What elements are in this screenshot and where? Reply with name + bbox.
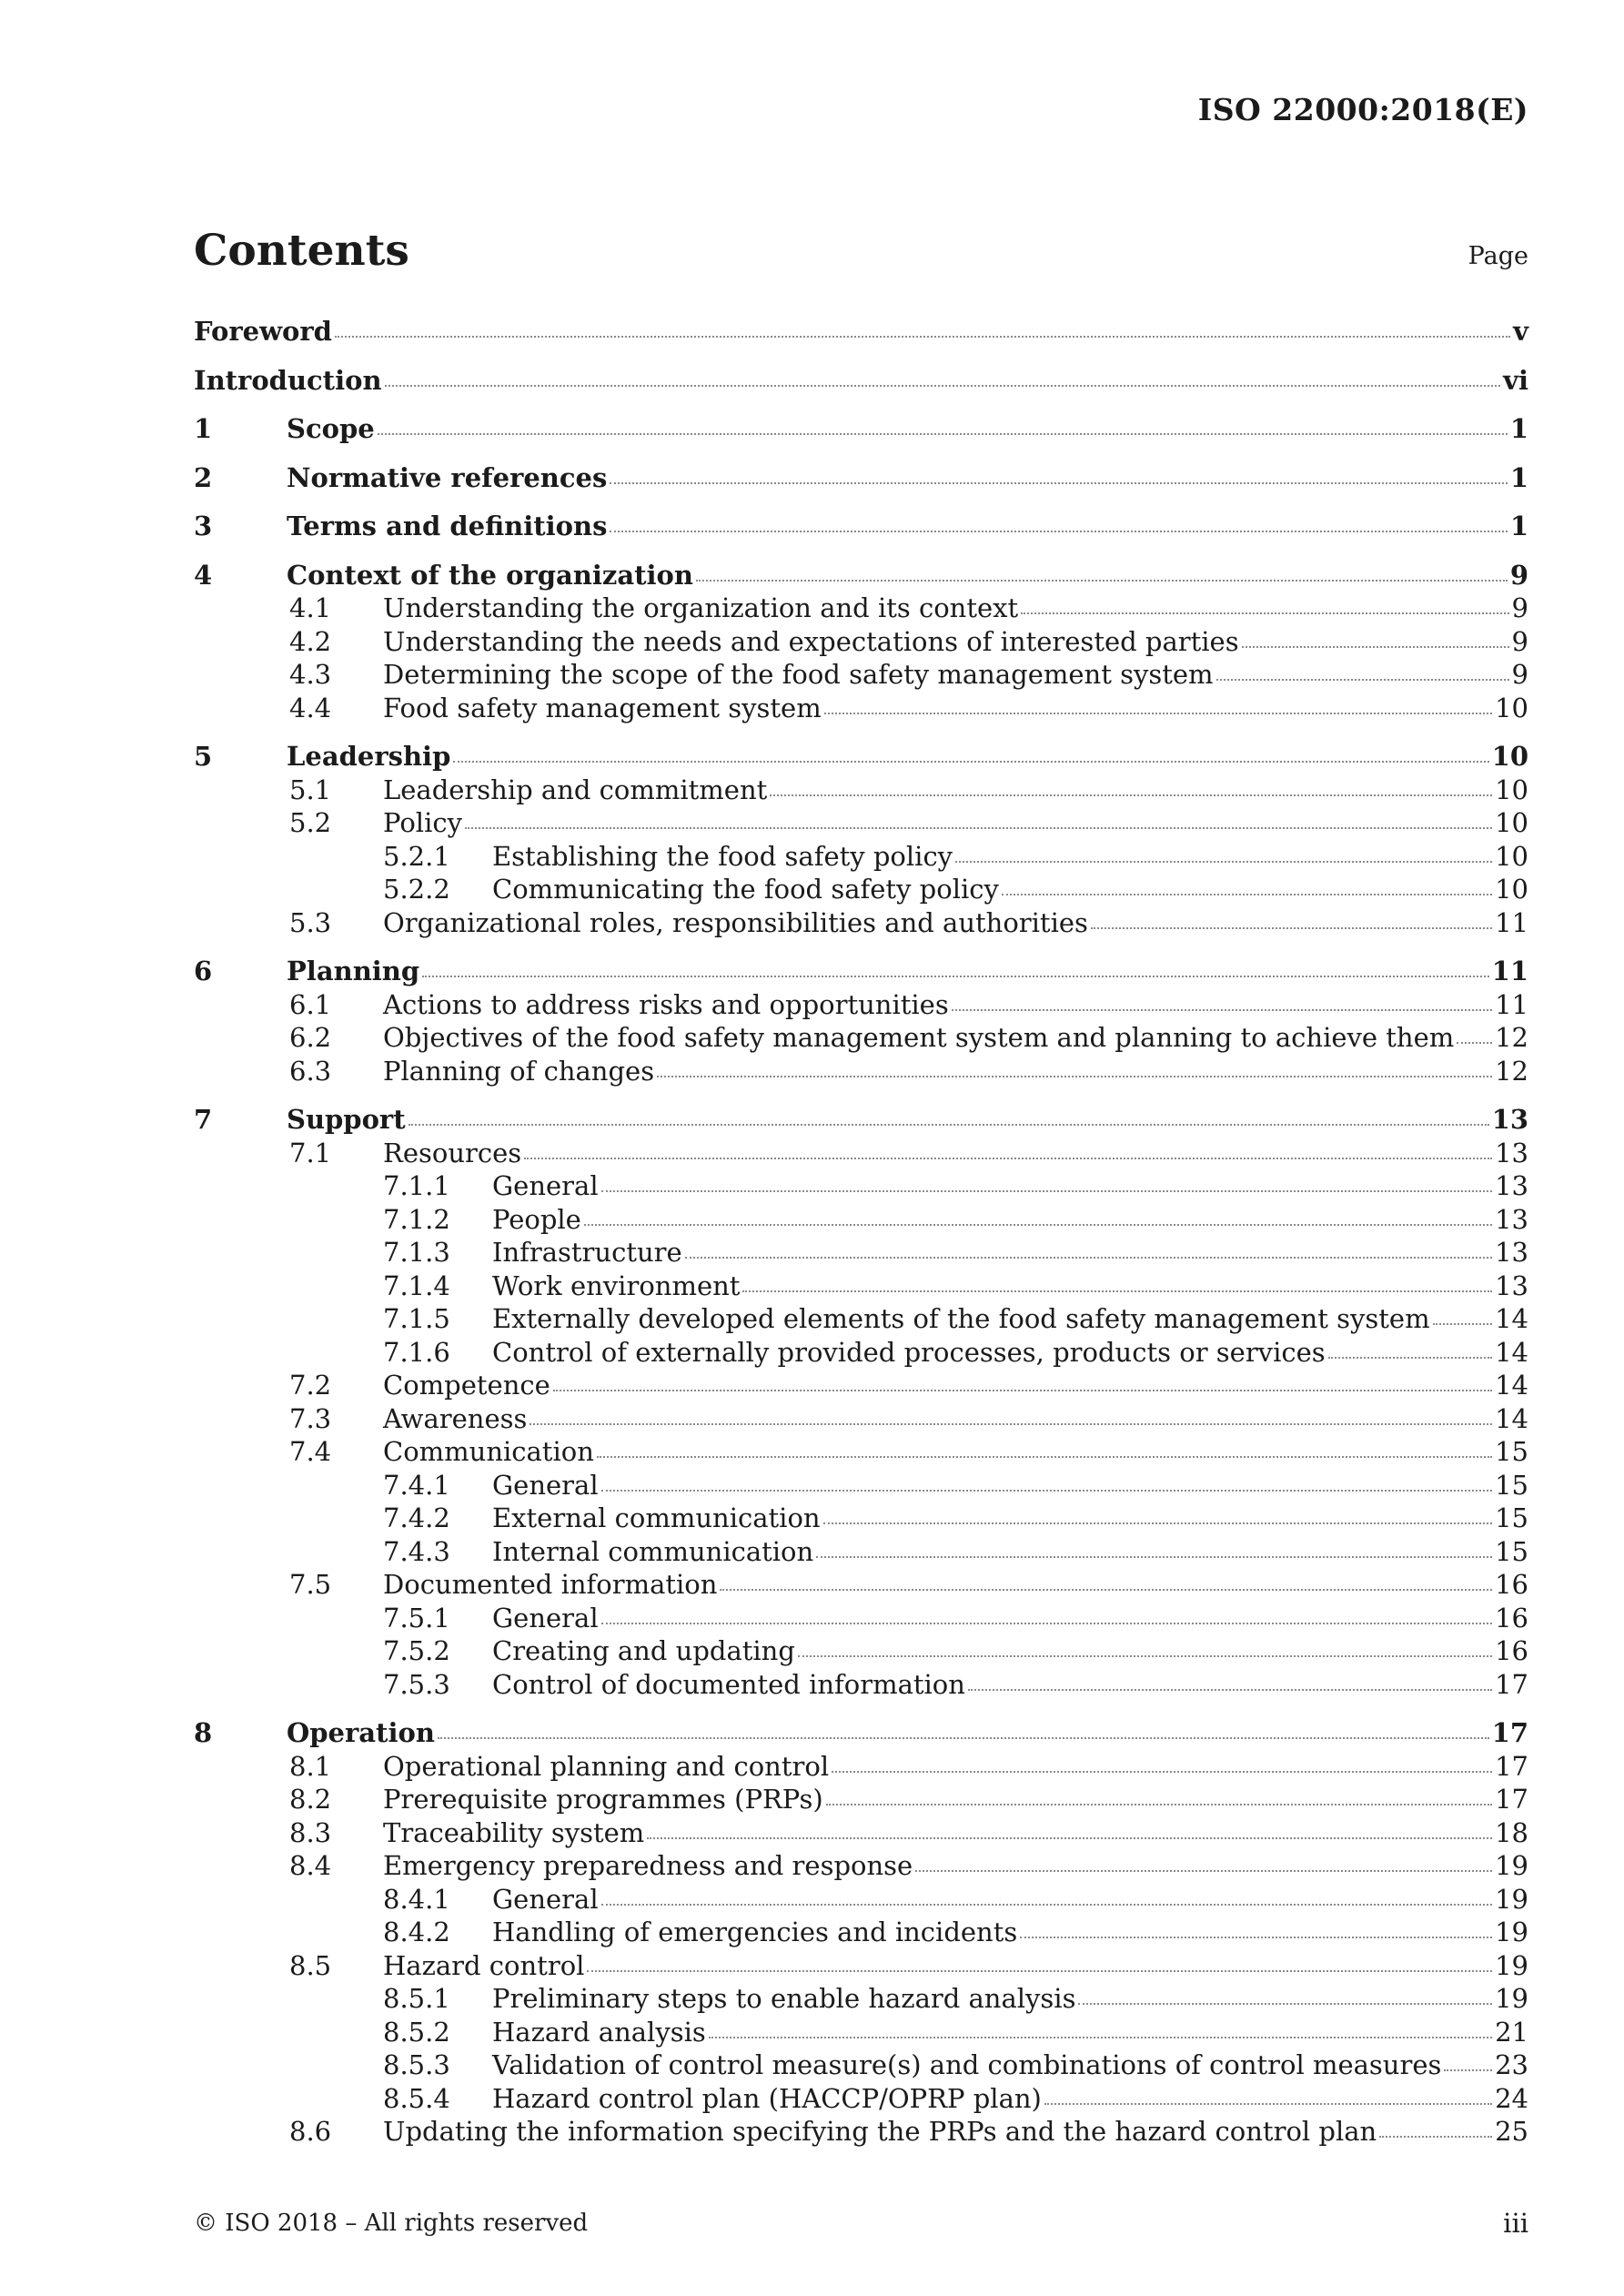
dot-leader [601, 1623, 1492, 1624]
toc-entry-page: 13 [1495, 1269, 1528, 1301]
toc-entry[interactable] [194, 1055, 1528, 1088]
dot-leader [823, 1522, 1493, 1524]
toc-entry-number: 1 [194, 413, 213, 444]
toc-entry-number: 5.1 [289, 774, 332, 805]
toc-entry[interactable] [194, 873, 1528, 906]
toc-entry-title: Resources [383, 1137, 522, 1168]
toc-entry-number: 6.1 [289, 988, 332, 1020]
dot-leader [720, 1589, 1492, 1591]
toc-entry-title: Control of externally provided processes, products or services [492, 1336, 1326, 1368]
dot-leader [378, 433, 1508, 435]
dot-leader [438, 1737, 1489, 1739]
dot-leader [952, 1009, 1492, 1011]
toc-entry-number: 5.2.2 [383, 874, 450, 905]
toc-entry-number: 5.3 [289, 906, 332, 938]
toc-entry-title: Creating and updating [492, 1635, 795, 1666]
toc-entry-title: Awareness [383, 1402, 528, 1434]
toc-entry-title: Organizational roles, responsibilities and authorities [383, 906, 1088, 938]
contents-title: Contents [194, 226, 409, 276]
toc-entry-page: 10 [1491, 741, 1528, 772]
toc-entry-title: Planning [287, 956, 420, 986]
dot-leader [709, 2037, 1492, 2038]
toc-entry-page: 17 [1495, 1784, 1528, 1815]
toc-entry-page: 14 [1495, 1303, 1528, 1334]
toc-entry-number: 7.2 [289, 1370, 332, 1401]
toc-entry-page: 10 [1495, 774, 1528, 805]
toc-entry-title: Internal communication [492, 1535, 814, 1567]
toc-entry[interactable] [194, 692, 1528, 725]
toc-entry-title: Prerequisite programmes (PRPs) [383, 1784, 823, 1815]
dot-leader [1328, 1357, 1492, 1359]
dot-leader [770, 794, 1492, 796]
toc-entry-number: 7.4.2 [383, 1502, 450, 1533]
toc-entry-page: 19 [1495, 1883, 1528, 1915]
dot-leader [610, 482, 1507, 484]
toc-entry-page: 9 [1511, 592, 1528, 623]
dot-leader [826, 1804, 1492, 1805]
toc-entry-page: 14 [1495, 1402, 1528, 1434]
toc-entry-number: 7.1.3 [383, 1237, 450, 1268]
toc-entry-title: Planning of changes [383, 1055, 655, 1087]
toc-entry-number: 8.1 [289, 1750, 332, 1782]
toc-entry-page: 18 [1495, 1816, 1528, 1848]
toc-entry[interactable] [194, 2082, 1528, 2116]
toc-entry-title: Leadership and commitment [383, 774, 768, 805]
toc-entry-title: Scope [287, 413, 375, 444]
toc-entry-title: Establishing the food safety policy [492, 840, 953, 872]
toc-entry-title: Hazard control plan (HACCP/OPRP plan) [492, 2082, 1042, 2114]
toc-entry[interactable] [194, 364, 1528, 398]
toc-entry-title: General [492, 1469, 599, 1501]
toc-entry-number: 8.3 [289, 1816, 332, 1848]
toc-entry[interactable] [194, 2016, 1528, 2049]
toc-entry-title: Validation of control measure(s) and combinations of control measures [492, 2049, 1442, 2080]
dot-leader [1021, 612, 1508, 614]
toc-entry-page: 17 [1491, 1717, 1528, 1748]
toc-entry[interactable] [194, 315, 1528, 349]
toc-entry[interactable] [194, 1103, 1528, 1137]
dot-leader [1444, 2069, 1492, 2071]
toc-entry[interactable] [194, 1402, 1528, 1436]
toc-entry[interactable] [194, 1602, 1528, 1635]
toc-entry-page: vi [1503, 364, 1528, 396]
toc-entry[interactable] [194, 1203, 1528, 1237]
toc-entry-number: 6.3 [289, 1055, 332, 1087]
toc-entry-number: 7.1.2 [383, 1203, 450, 1235]
toc-entry-title: Food safety management system [383, 692, 822, 723]
toc-entry-title: Leadership [287, 741, 451, 772]
toc-entry-page: 10 [1495, 807, 1528, 838]
toc-entry-title: Understanding the organization and its context [383, 592, 1019, 623]
toc-entry-page: 10 [1495, 692, 1528, 723]
toc-entry-page: 10 [1495, 874, 1528, 905]
dot-leader [968, 1689, 1492, 1691]
toc-entry-title: People [492, 1203, 581, 1235]
dot-leader [422, 976, 1488, 977]
toc-entry-title: Competence [383, 1370, 550, 1401]
dot-leader [696, 580, 1508, 582]
toc-entry-page: 19 [1495, 1917, 1528, 1947]
toc-entry[interactable] [194, 510, 1528, 543]
toc-entry-number: 7.1.4 [383, 1269, 450, 1301]
toc-entry[interactable] [194, 955, 1528, 988]
toc-entry-number: 6 [194, 956, 213, 986]
toc-entry-number: 7.5 [289, 1569, 332, 1600]
toc-entry-number: 8.5.3 [383, 2049, 450, 2080]
toc-entry-title: Traceability system [383, 1816, 645, 1848]
toc-entry[interactable] [194, 559, 1528, 592]
dot-leader [816, 1556, 1492, 1558]
toc-entry-page: 13 [1495, 1170, 1528, 1201]
page-column-label: Page [1468, 242, 1528, 270]
toc-entry-title: Determining the scope of the food safety management system [383, 659, 1214, 690]
dot-leader [657, 1076, 1492, 1077]
toc-entry[interactable] [194, 1883, 1528, 1917]
dot-leader [742, 1290, 1492, 1292]
toc-entry[interactable] [194, 1949, 1528, 1983]
toc-entry[interactable] [194, 625, 1528, 659]
toc-entry-number: 5.2.1 [383, 840, 450, 872]
toc-entry-number: 7.4.3 [383, 1535, 450, 1567]
dot-leader [1379, 2136, 1492, 2138]
dot-leader [1020, 1937, 1492, 1938]
toc-entry-title: Support [287, 1104, 406, 1135]
toc-entry[interactable] [194, 840, 1528, 874]
toc-entry[interactable] [194, 988, 1528, 1022]
toc-entry-title: Policy [383, 807, 462, 838]
toc-entry-page: 24 [1495, 2082, 1528, 2114]
toc-entry[interactable] [194, 1716, 1528, 1750]
toc-entry-number: 7.5.1 [383, 1602, 450, 1633]
toc-entry-title: Normative references [287, 461, 608, 493]
dot-leader [530, 1423, 1492, 1425]
toc-entry[interactable] [194, 1816, 1528, 1850]
toc-entry-page: 1 [1509, 511, 1528, 541]
toc-entry-page: 1 [1509, 461, 1528, 493]
toc-entry[interactable] [194, 1369, 1528, 1402]
toc-entry[interactable] [194, 1535, 1528, 1569]
toc-entry-number: 7.5.2 [383, 1635, 450, 1666]
toc-entry-number: 6.2 [289, 1022, 332, 1053]
toc-entry[interactable] [194, 1783, 1528, 1816]
toc-entry[interactable] [194, 1236, 1528, 1269]
dot-leader [798, 1655, 1492, 1657]
toc-entry-page: 13 [1495, 1237, 1528, 1268]
dot-leader [601, 1490, 1492, 1492]
toc-entry[interactable] [194, 774, 1528, 807]
toc-entry-title: Objectives of the food safety management system and planning to achieve them [383, 1022, 1455, 1053]
toc-entry-title: General [492, 1883, 599, 1915]
toc-entry-page: 16 [1495, 1569, 1528, 1600]
toc-entry-page: 15 [1495, 1502, 1528, 1533]
toc-entry[interactable] [194, 1469, 1528, 1502]
toc-entry-number: 8.5.1 [383, 1983, 450, 2014]
toc-entry-number: 7 [194, 1104, 213, 1135]
dot-leader [553, 1390, 1492, 1391]
toc-entry[interactable] [194, 1336, 1528, 1370]
toc-entry[interactable] [194, 1916, 1528, 1949]
toc-entry-number: 7.1.1 [383, 1170, 450, 1201]
toc-entry[interactable] [194, 740, 1528, 774]
toc-entry-title: General [492, 1170, 599, 1201]
toc-entry-page: 13 [1495, 1137, 1528, 1168]
toc-entry-page: 13 [1491, 1104, 1528, 1135]
toc-entry-title: Communication [383, 1436, 594, 1467]
toc-entry[interactable] [194, 1982, 1528, 2016]
toc-entry-number: 3 [194, 511, 213, 541]
toc-entry-title: Control of documented information [492, 1668, 965, 1700]
toc-entry-page: 17 [1495, 1668, 1528, 1700]
toc-entry-page: 1 [1509, 413, 1528, 444]
toc-entry[interactable] [194, 1435, 1528, 1469]
dot-leader [335, 336, 1510, 338]
toc-entry-number: 8.5 [289, 1949, 332, 1981]
dot-leader [915, 1870, 1492, 1872]
dot-leader [1091, 927, 1492, 929]
toc-entry-page: v [1513, 316, 1528, 347]
toc-entry-page: 19 [1495, 1983, 1528, 2014]
toc-entry-page: 15 [1495, 1469, 1528, 1501]
toc-entry-page: 23 [1495, 2049, 1528, 2080]
dot-leader [955, 861, 1492, 863]
toc-entry-number: 8.2 [289, 1784, 332, 1815]
toc-entry[interactable] [194, 1668, 1528, 1702]
toc-entry[interactable] [194, 1634, 1528, 1668]
toc-entry-title: Preliminary steps to enable hazard analysis [492, 1983, 1076, 2014]
toc-entry[interactable] [194, 806, 1528, 840]
toc-entry-page: 14 [1495, 1336, 1528, 1368]
toc-entry[interactable] [194, 2115, 1528, 2149]
dot-leader [1457, 1042, 1492, 1044]
dot-leader [409, 1124, 1489, 1126]
toc-entry-title: Updating the information specifying the PRPs and the hazard control plan [383, 2116, 1377, 2147]
toc-entry-number: 4.3 [289, 659, 332, 690]
toc-entry-number: 8.4.2 [383, 1917, 450, 1947]
dot-leader [1216, 679, 1509, 681]
toc-entry-title: Foreword [194, 316, 332, 347]
toc-entry[interactable] [194, 1137, 1528, 1170]
toc-entry[interactable] [194, 2048, 1528, 2082]
toc-entry-title: Terms and definitions [287, 511, 608, 541]
toc-entry[interactable] [194, 1302, 1528, 1336]
toc-entry-page: 16 [1495, 1635, 1528, 1666]
toc-entry-title: Understanding the needs and expectations of interested parties [383, 625, 1239, 657]
copyright-notice: © ISO 2018 – All rights reserved [194, 2210, 589, 2237]
dot-leader [1242, 646, 1509, 648]
dot-leader [1044, 2103, 1492, 2105]
dot-leader [1078, 2003, 1492, 2005]
toc-entry-page: 12 [1495, 1055, 1528, 1087]
toc-entry-title: Hazard analysis [492, 2016, 706, 2048]
toc-entry-number: 7.3 [289, 1402, 332, 1434]
toc-entry-number: 8.4 [289, 1850, 332, 1881]
toc-entry[interactable] [194, 1021, 1528, 1055]
dot-leader [453, 761, 1488, 763]
toc-entry-number: 8.4.1 [383, 1883, 450, 1915]
dot-leader [647, 1837, 1492, 1839]
toc-entry-page: 25 [1495, 2116, 1528, 2147]
dot-leader [832, 1771, 1492, 1773]
toc-entry[interactable] [194, 592, 1528, 625]
toc-entry-title: Hazard control [383, 1949, 585, 1981]
toc-entry[interactable] [194, 1502, 1528, 1535]
toc-entry-title: Operation [287, 1717, 435, 1748]
table-of-contents [194, 315, 1528, 2149]
dot-leader [465, 827, 1492, 829]
toc-entry-page: 9 [1509, 559, 1528, 591]
dot-leader [601, 1190, 1492, 1192]
page-number: iii [1503, 2208, 1528, 2239]
dot-leader [584, 1224, 1492, 1226]
toc-entry-number: 5.2 [289, 807, 332, 838]
toc-entry-number: 8.6 [289, 2116, 332, 2147]
toc-entry-page: 14 [1495, 1370, 1528, 1401]
toc-entry-page: 19 [1495, 1850, 1528, 1881]
toc-entry-number: 2 [194, 461, 213, 493]
toc-entry-title: Context of the organization [287, 559, 693, 591]
toc-entry-title: Documented information [383, 1569, 718, 1600]
toc-entry[interactable] [194, 412, 1528, 446]
toc-entry-page: 11 [1495, 906, 1528, 938]
dot-leader [601, 1904, 1492, 1906]
toc-entry-number: 7.4 [289, 1436, 332, 1467]
dot-leader [1002, 894, 1492, 895]
toc-entry-number: 4.1 [289, 592, 332, 623]
toc-entry-title: Emergency preparedness and response [383, 1850, 913, 1881]
toc-entry-number: 7.4.1 [383, 1469, 450, 1501]
toc-entry-title: Operational planning and control [383, 1750, 830, 1782]
toc-entry-number: 4.2 [289, 625, 332, 657]
toc-entry-page: 21 [1495, 2016, 1528, 2048]
dot-leader [1433, 1323, 1493, 1325]
toc-entry-page: 9 [1511, 625, 1528, 657]
dot-leader [385, 385, 1501, 387]
toc-entry-title: Communicating the food safety policy [492, 874, 999, 905]
toc-entry-page: 15 [1495, 1436, 1528, 1467]
toc-entry-page: 17 [1495, 1750, 1528, 1782]
toc-entry-page: 11 [1495, 988, 1528, 1020]
toc-entry-title: Work environment [492, 1269, 741, 1301]
toc-entry-page: 13 [1495, 1203, 1528, 1235]
toc-entry-number: 5 [194, 741, 213, 772]
toc-entry-number: 8 [194, 1717, 213, 1748]
toc-entry-page: 15 [1495, 1535, 1528, 1567]
toc-entry-title: Actions to address risks and opportunities [383, 988, 949, 1020]
toc-entry[interactable] [194, 1568, 1528, 1602]
toc-entry-number: 8.5.2 [383, 2016, 450, 2048]
toc-entry-number: 4.4 [289, 692, 332, 723]
toc-entry[interactable] [194, 1849, 1528, 1883]
toc-entry-title: External communication [492, 1502, 821, 1533]
document-id: ISO 22000:2018(E) [1197, 92, 1528, 127]
toc-entry-page: 16 [1495, 1602, 1528, 1633]
toc-entry-title: Handling of emergencies and incidents [492, 1917, 1018, 1947]
toc-entry-number: 7.1 [289, 1137, 332, 1168]
dot-leader [610, 531, 1507, 532]
toc-entry[interactable] [194, 461, 1528, 495]
dot-leader [824, 713, 1492, 714]
toc-entry-number: 8.5.4 [383, 2082, 450, 2114]
dot-leader [685, 1257, 1492, 1259]
toc-entry-title: Externally developed elements of the food safety management system [492, 1303, 1430, 1334]
toc-entry[interactable] [194, 1169, 1528, 1203]
toc-entry-page: 19 [1495, 1949, 1528, 1981]
toc-entry-page: 9 [1511, 659, 1528, 690]
dot-leader [524, 1158, 1492, 1159]
dot-leader [597, 1456, 1492, 1458]
dot-leader [587, 1970, 1492, 1972]
toc-entry-number: 7.1.6 [383, 1336, 450, 1368]
toc-entry-number: 4 [194, 559, 213, 591]
toc-entry[interactable] [194, 1269, 1528, 1303]
toc-entry-title: Infrastructure [492, 1237, 682, 1268]
toc-entry[interactable] [194, 658, 1528, 692]
toc-entry-title: General [492, 1602, 599, 1633]
toc-entry-page: 12 [1495, 1022, 1528, 1053]
toc-entry-page: 11 [1491, 956, 1528, 986]
toc-entry[interactable] [194, 1750, 1528, 1784]
toc-entry[interactable] [194, 906, 1528, 940]
toc-entry-title: Introduction [194, 364, 382, 396]
toc-entry-number: 7.1.5 [383, 1303, 450, 1334]
toc-entry-page: 10 [1495, 840, 1528, 872]
toc-entry-number: 7.5.3 [383, 1668, 450, 1700]
